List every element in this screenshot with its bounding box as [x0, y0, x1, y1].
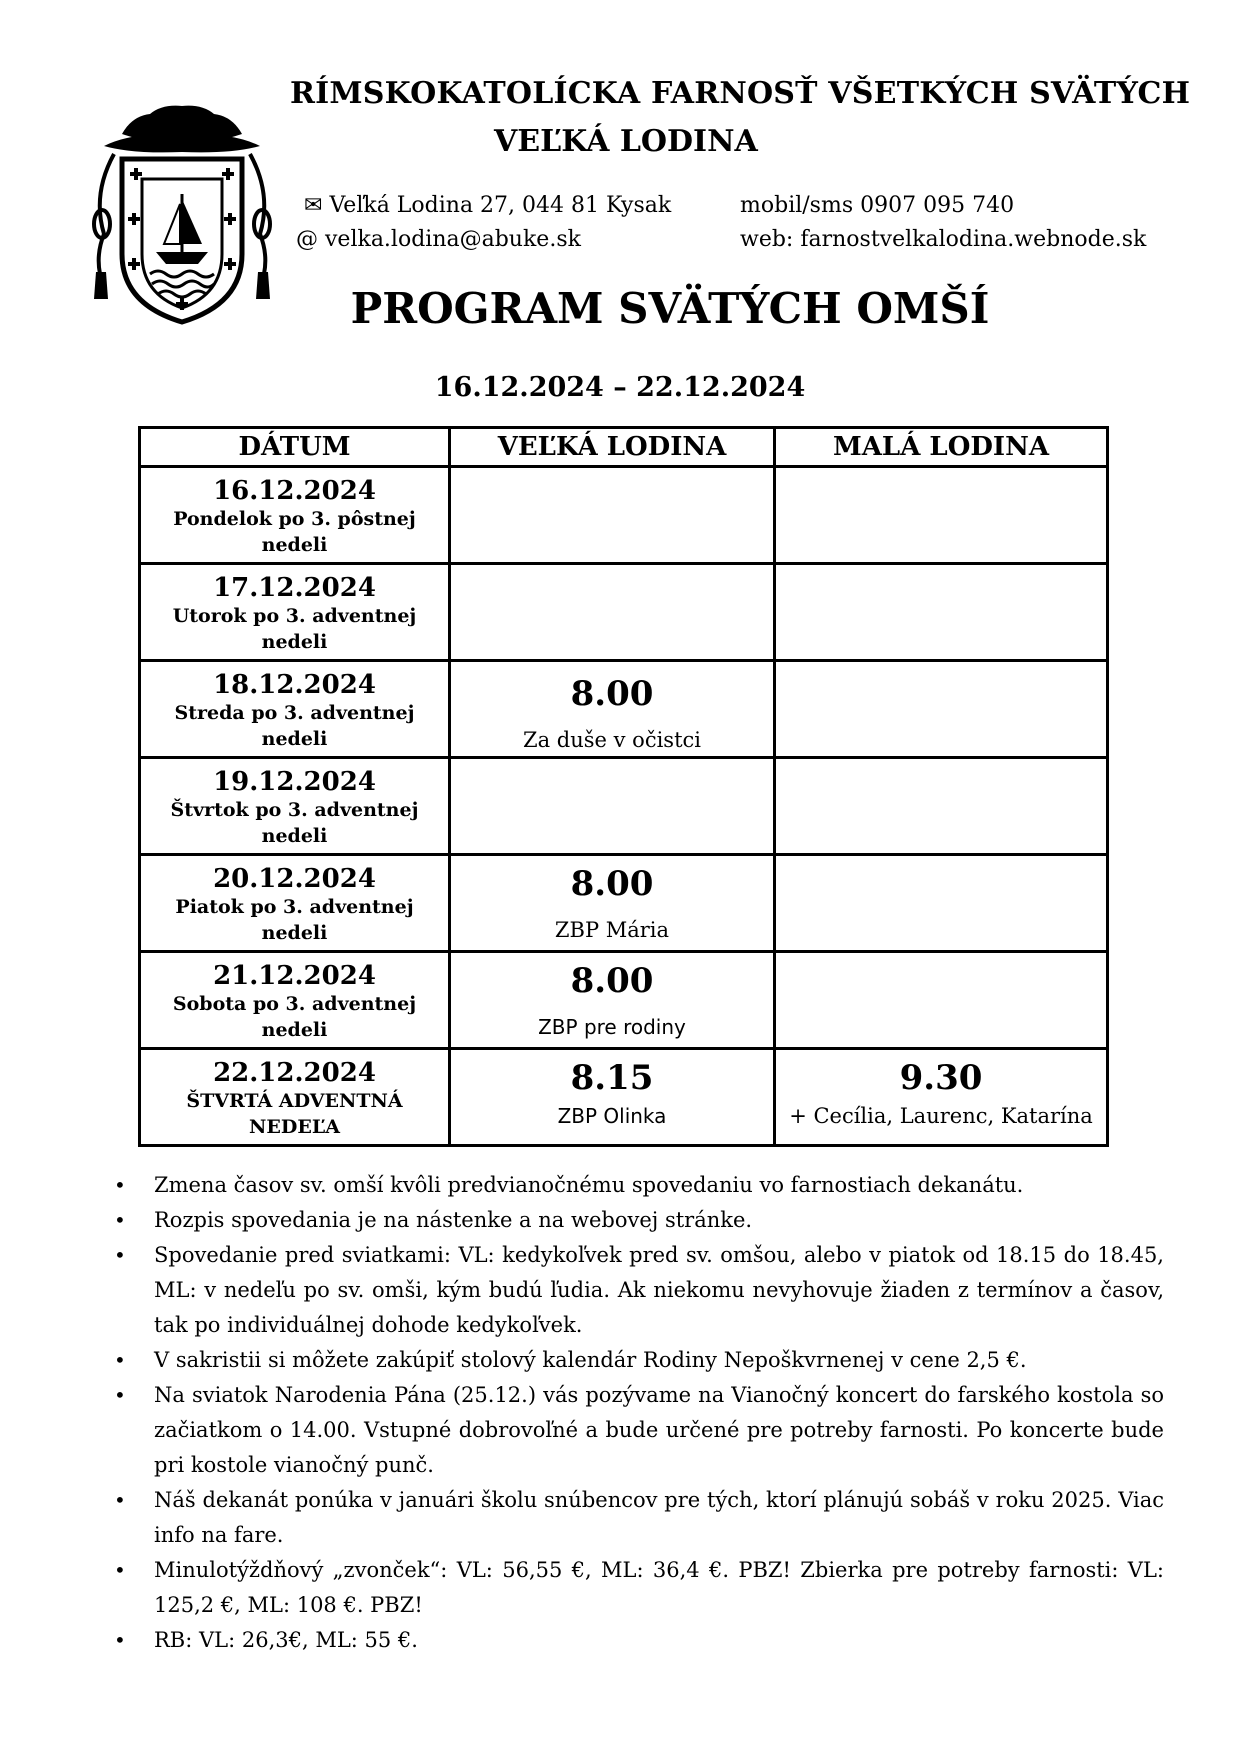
table-header-row: [140, 428, 1108, 467]
table-row: [140, 564, 1108, 661]
row-date: 20.12.2024: [213, 864, 376, 894]
velka-lodina-cell: [450, 758, 775, 855]
envelope-icon: ✉: [304, 193, 323, 218]
parish-location: VEĽKÁ LODINA: [494, 124, 758, 159]
bullet-icon: •: [114, 1628, 126, 1652]
header-velka-lodina: VEĽKÁ LODINA: [450, 428, 775, 467]
row-date: 22.12.2024: [213, 1058, 376, 1088]
list-item: • RB: VL: 26,3€, ML: 55 €.: [114, 1623, 1164, 1658]
list-item: • Minulotýždňový „zvonček“: VL: 56,55 €, ML: 36,4 €. PBZ! Zbierka pre potreby farnosti: VL: 125,2 €, ML: 108 €. PBZ!: [114, 1553, 1164, 1623]
mala-lodina-cell: [775, 661, 1108, 758]
email-text[interactable]: velka.lodina@abuke.sk: [325, 227, 581, 252]
mass-intention: ZBP pre rodiny: [538, 1015, 686, 1039]
date-cell: [140, 952, 450, 1049]
row-day: ŠTVRTÁ ADVENTNÁ NEDEĽA: [186, 1090, 403, 1138]
date-cell: [140, 1049, 450, 1146]
bullet-icon: •: [114, 1488, 126, 1512]
mala-lodina-cell: [775, 952, 1108, 1049]
address-text: Veľká Lodina 27, 044 81 Kysak: [329, 193, 672, 218]
table-row: [140, 855, 1108, 952]
mala-lodina-cell: [775, 467, 1108, 564]
date-cell: [140, 855, 450, 952]
row-date: 16.12.2024: [213, 476, 376, 506]
address-line: [304, 193, 671, 218]
mass-time: 8.00: [570, 961, 654, 1001]
list-item: • Náš dekanát ponúka v januári školu snúbencov pre tých, ktorí plánujú sobáš v roku 2025. Viac info na fare.: [114, 1483, 1164, 1553]
velka-lodina-cell: [450, 564, 775, 661]
web-text[interactable]: web: farnostvelkalodina.webnode.sk: [740, 227, 1147, 252]
bullet-icon: •: [114, 1173, 126, 1197]
table-row: [140, 467, 1108, 564]
velka-lodina-cell: [450, 467, 775, 564]
mass-time: 8.00: [570, 674, 654, 714]
table-row: [140, 952, 1108, 1049]
row-day: Sobota po 3. adventnej nedeli: [172, 993, 417, 1041]
mass-intention: Za duše v očistci: [523, 728, 701, 752]
mala-lodina-cell: [775, 564, 1108, 661]
mass-time: 8.15: [570, 1058, 654, 1098]
announcements-list: [114, 1168, 1164, 1658]
row-date: 17.12.2024: [213, 573, 376, 603]
bullet-icon: •: [114, 1558, 126, 1582]
mass-schedule-table: [138, 426, 1109, 1147]
row-day: Streda po 3. adventnej nedeli: [174, 702, 415, 750]
page-title: PROGRAM SVÄTÝCH OMŠÍ: [350, 284, 990, 333]
row-day: Pondelok po 3. pôstnej nedeli: [173, 508, 416, 556]
mass-time: 9.30: [899, 1058, 983, 1098]
table-row: [140, 661, 1108, 758]
date-range: 16.12.2024 – 22.12.2024: [434, 372, 806, 403]
list-item: • Rozpis spovedania je na nástenke a na webovej stránke.: [114, 1203, 1164, 1238]
date-cell: [140, 758, 450, 855]
date-cell: [140, 564, 450, 661]
list-item: • V sakristii si môžete zakúpiť stolový kalendár Rodiny Nepoškvrnenej v cene 2,5 €.: [114, 1343, 1164, 1378]
header-mala-lodina: MALÁ LODINA: [775, 428, 1108, 467]
bullet-icon: •: [114, 1383, 126, 1407]
row-date: 19.12.2024: [213, 767, 376, 797]
row-date: 18.12.2024: [213, 670, 376, 700]
email-line: [296, 227, 581, 252]
mass-intention: ZBP Mária: [554, 918, 670, 942]
velka-lodina-cell: [450, 952, 775, 1049]
table-row: [140, 758, 1108, 855]
list-item: • Spovedanie pred sviatkami: VL: kedykoľvek pred sv. omšou, alebo v piatok od 18.15 do 18.45, ML: v nedeľu po sv. omši, kým budú ľudia. Ak niekomu nevyhovuje žiaden z termínov a časov, tak po individuálnej dohode kedykoľvek.: [114, 1238, 1164, 1343]
table-row: [140, 1049, 1108, 1146]
list-item: • Na sviatok Narodenia Pána (25.12.) vás pozývame na Vianočný koncert do farského kostola so začiatkom o 14.00. Vstupné dobrovoľné a bude určené pre potreby farnosti. Po koncerte bude pri kostole vianočný punč.: [114, 1378, 1164, 1483]
list-item: • Zmena časov sv. omší kvôli predvianočnému spovedaniu vo farnostiach dekanátu.: [114, 1168, 1164, 1203]
mala-lodina-cell: [775, 1049, 1108, 1146]
row-day: Piatok po 3. adventnej nedeli: [175, 896, 414, 944]
velka-lodina-cell: [450, 1049, 775, 1146]
bullet-icon: •: [114, 1243, 126, 1267]
date-cell: [140, 661, 450, 758]
mass-intention: + Cecília, Laurenc, Katarína: [789, 1104, 1093, 1128]
velka-lodina-cell: [450, 661, 775, 758]
parish-name: RÍMSKOKATOLÍCKA FARNOSŤ VŠETKÝCH SVÄTÝCH: [290, 76, 1191, 111]
mala-lodina-cell: [775, 855, 1108, 952]
row-day: Štvrtok po 3. adventnej nedeli: [170, 799, 419, 847]
bullet-icon: •: [114, 1208, 126, 1232]
row-day: Utorok po 3. adventnej nedeli: [172, 605, 417, 653]
header-date: DÁTUM: [140, 428, 450, 467]
mass-time: 8.00: [570, 864, 654, 904]
mala-lodina-cell: [775, 758, 1108, 855]
bullet-icon: •: [114, 1348, 126, 1372]
date-cell: [140, 467, 450, 564]
phone-text: mobil/sms 0907 095 740: [740, 193, 1015, 218]
at-sign-icon: @: [296, 227, 318, 252]
mass-intention: ZBP Olinka: [557, 1104, 667, 1128]
velka-lodina-cell: [450, 855, 775, 952]
row-date: 21.12.2024: [213, 961, 376, 991]
